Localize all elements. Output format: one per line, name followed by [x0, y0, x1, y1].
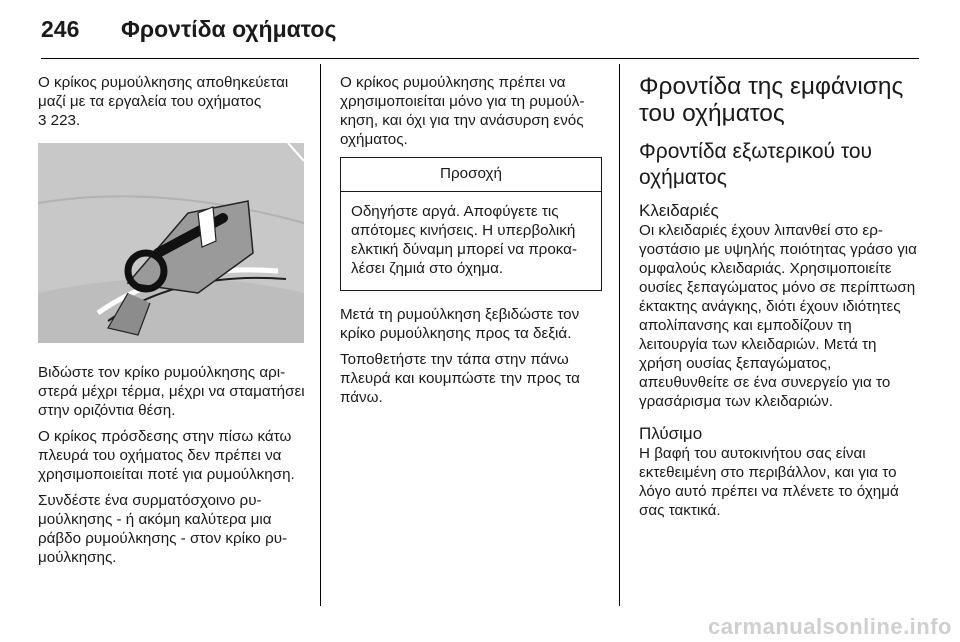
paragraph-storage: Ο κρίκος ρυμούλκησης αποθηκεύεται μαζί με τα εργαλεία του οχήματος 3 223. — [38, 74, 289, 129]
towing-eye-illustration — [38, 143, 304, 343]
paragraph-towing-only: Ο κρίκος ρυμούλκησης πρέπει να χρησιμοποιείται μόνο για τη ρυμούλκηση, και όχι για την ανάσυρση ενός οχήματος. — [340, 74, 585, 148]
paragraph-cap: Τοποθετήστε την τάπα στην πάνω πλευρά και κουμπώστε την προς τα πάνω. — [340, 351, 580, 406]
header-rule — [41, 58, 919, 59]
locks-text: Οι κλειδαριές έχουν λιπανθεί στο εργοστάσιο με υψηλής ποιότητας γράσο για ομφαλούς κλειδαριάς. Χρησιμοποιείτε ουσίες ξεπαγώματος μόνο σε περίπτωση έκτακτης ανάγκης, διότι έχουν ιδιότητες απολίπανσης και εμποδίζουν τη λειτουργία των κλειδαριών. Μετά τη χρήση ουσίας ξεπαγώματος, απευθυνθείτε σε ένα συνεργείο για το γρασάρισμα των κλειδαριών. — [639, 222, 917, 410]
section-heading: Φροντίδα της εμφάνισης του οχήματος — [639, 73, 904, 127]
paragraph-screw-in: Βιδώστε τον κρίκο ρυμούλκησης αριστερά μέχρι τέρμα, μέχρι να σταματήσει στην οριζόντια θέση. — [38, 364, 305, 419]
paragraph-unscrew: Μετά τη ρυμούλκηση ξεβιδώστε τον κρίκο ρυμούλκησης προς τα δεξιά. — [340, 306, 580, 342]
subsection-heading: Φροντίδα εξωτερικού του οχήματος — [639, 140, 873, 189]
paragraph-lashing-eye: Ο κρίκος πρόσδεσης στην πίσω κάτω πλευρά του οχήματος δεν πρέπει να χρησιμοποιείται ποτέ για ρυμούλκηση. — [38, 428, 295, 483]
locks-block — [639, 201, 919, 411]
column-1 — [38, 73, 310, 574]
page-number: 246 — [41, 16, 80, 42]
page-header — [41, 16, 336, 48]
column-divider-2 — [619, 64, 620, 606]
watermark: carmanualsonline.info — [708, 614, 952, 639]
washing-text: Η βαφή του αυτοκινήτου σας είναι εκτεθειμένη στο περιβάλλον, και για το λόγο αυτό πρέπει να πλένετε το όχημά σας τακτικά. — [639, 445, 899, 519]
washing-title: Πλύσιμο — [639, 424, 703, 443]
column-divider-1 — [320, 64, 321, 606]
warning-box — [340, 157, 602, 291]
paragraph-connect-rope: Συνδέστε ένα συρματόσχοινο ρυμούλκησης - ή ακόμη καλύτερα μια ράβδο ρυμούλκησης - στον κρίκο ρυμούλκησης. — [38, 492, 288, 566]
warning-title: Προσοχή — [341, 158, 601, 192]
page-reference[interactable]: 3 223. — [38, 112, 81, 129]
column-2 — [340, 73, 602, 414]
page-title: Φροντίδα οχήματος — [121, 16, 337, 42]
warning-text: Οδηγήστε αργά. Αποφύγετε τις απότομες κινήσεις. Η υπερβολική ελκτική δύναμη μπορεί να προκαλέσει ζημιά στο όχημα. — [351, 203, 578, 277]
column-3 — [639, 73, 919, 533]
washing-block — [639, 424, 919, 520]
towing-eye-drawing — [38, 143, 304, 343]
locks-title: Κλειδαριές — [639, 201, 719, 220]
